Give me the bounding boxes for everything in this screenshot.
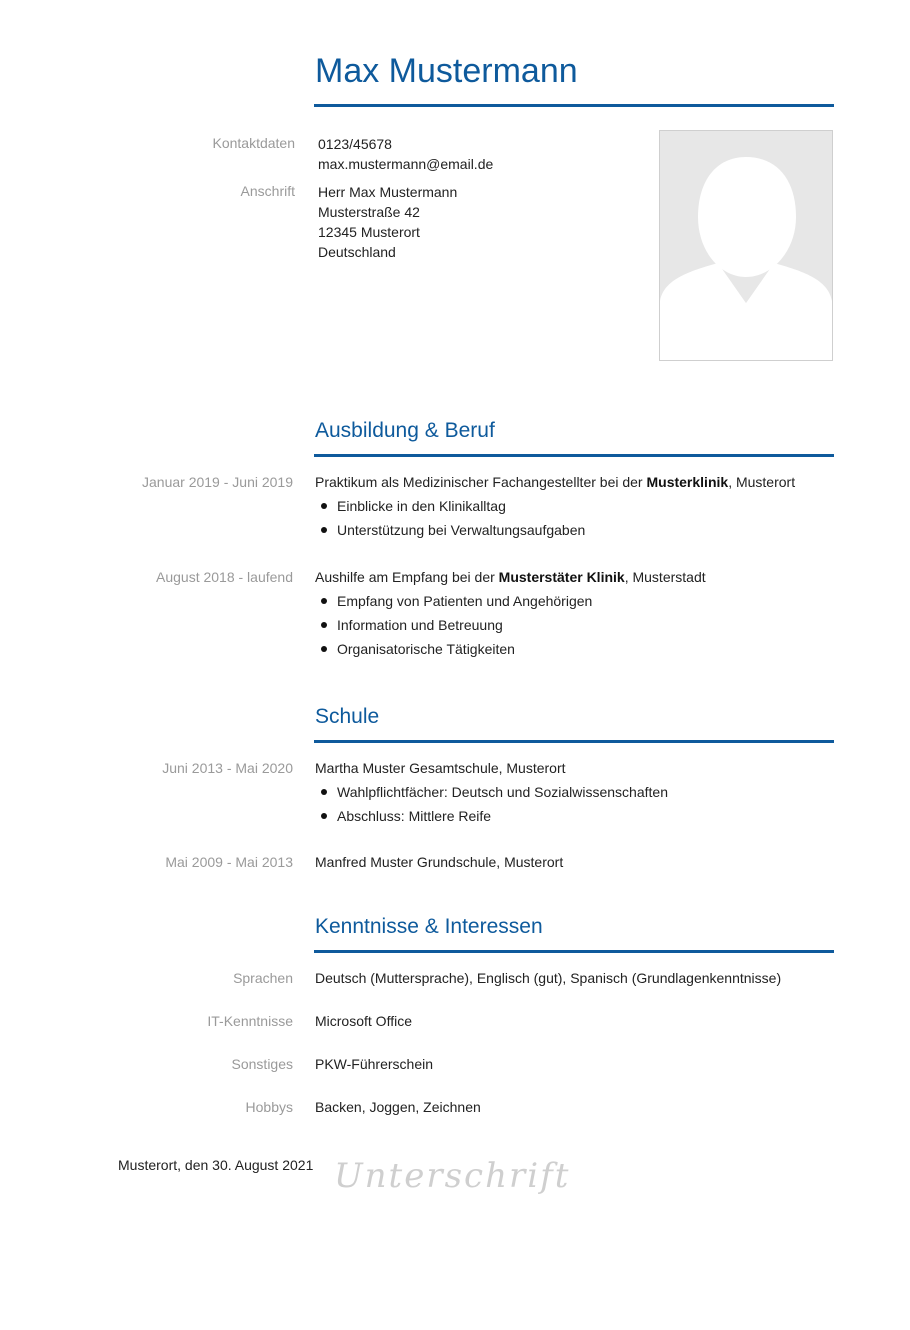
list-item: Unterstützung bei Verwaltungsaufgaben — [315, 518, 795, 542]
entry-bullet-list — [315, 589, 706, 661]
section-title-education-work: Ausbildung & Beruf — [315, 419, 495, 442]
entry-title: Martha Muster Gesamtschule, Musterort — [315, 760, 566, 776]
address-line: Musterstraße 42 — [318, 204, 420, 220]
entry-title: Aushilfe am Empfang bei der Musterstäter Klinik, Musterstadt — [315, 569, 706, 585]
contact-values — [318, 134, 493, 174]
list-item: Information und Betreuung — [315, 613, 706, 637]
person-silhouette-icon — [660, 131, 832, 360]
address-label: Anschrift — [240, 183, 295, 199]
entry-date: Juni 2013 - Mai 2020 — [162, 760, 293, 776]
skill-label: Sonstiges — [231, 1056, 293, 1072]
section-divider — [314, 454, 834, 457]
skill-value: Deutsch (Muttersprache), Englisch (gut), Spanisch (Grundlagenkenntnisse) — [315, 970, 782, 986]
entry — [315, 760, 668, 828]
entry — [315, 474, 795, 542]
header-divider — [314, 104, 834, 107]
email-address: max.mustermann@email.de — [318, 156, 494, 172]
entry-date: August 2018 - laufend — [156, 569, 293, 585]
phone-number: 0123/45678 — [318, 136, 392, 152]
skill-label: IT-Kenntnisse — [207, 1013, 293, 1029]
address-line: Deutschland — [318, 244, 396, 260]
entry-bullet-list — [315, 780, 668, 828]
address-values — [318, 182, 457, 262]
list-item: Empfang von Patienten und Angehörigen — [315, 589, 706, 613]
entry — [315, 854, 563, 870]
contact-label: Kontaktdaten — [212, 135, 295, 151]
address-line: 12345 Musterort — [318, 224, 420, 240]
list-item: Einblicke in den Klinikalltag — [315, 494, 795, 518]
signature: Unterschrift — [334, 1156, 571, 1196]
skill-value: Microsoft Office — [315, 1013, 412, 1029]
cv-name: Max Mustermann — [315, 52, 578, 90]
address-line: Herr Max Mustermann — [318, 184, 458, 200]
list-item: Abschluss: Mittlere Reife — [315, 804, 668, 828]
skill-label: Sprachen — [233, 970, 293, 986]
list-item: Organisatorische Tätigkeiten — [315, 637, 706, 661]
list-item: Wahlpflichtfächer: Deutsch und Sozialwissenschaften — [315, 780, 668, 804]
section-divider — [314, 740, 834, 743]
entry-bullet-list — [315, 494, 795, 542]
entry — [315, 569, 706, 661]
entry-title: Manfred Muster Grundschule, Musterort — [315, 854, 564, 870]
skill-label: Hobbys — [245, 1099, 293, 1115]
employer-name: Musterstäter Klinik — [498, 569, 625, 585]
profile-photo-placeholder — [659, 130, 833, 361]
entry-date: Mai 2009 - Mai 2013 — [165, 854, 293, 870]
skill-value: PKW-Führerschein — [315, 1056, 434, 1072]
section-divider — [314, 950, 834, 953]
entry-date: Januar 2019 - Juni 2019 — [142, 474, 293, 490]
employer-name: Musterklinik — [646, 474, 729, 490]
place-and-date: Musterort, den 30. August 2021 — [118, 1157, 314, 1173]
section-title-school: Schule — [315, 705, 380, 728]
skill-value: Backen, Joggen, Zeichnen — [315, 1099, 481, 1115]
entry-title: Praktikum als Medizinischer Fachangestellter bei der Musterklinik, Musterort — [315, 474, 796, 490]
section-title-skills: Kenntnisse & Interessen — [315, 915, 543, 938]
